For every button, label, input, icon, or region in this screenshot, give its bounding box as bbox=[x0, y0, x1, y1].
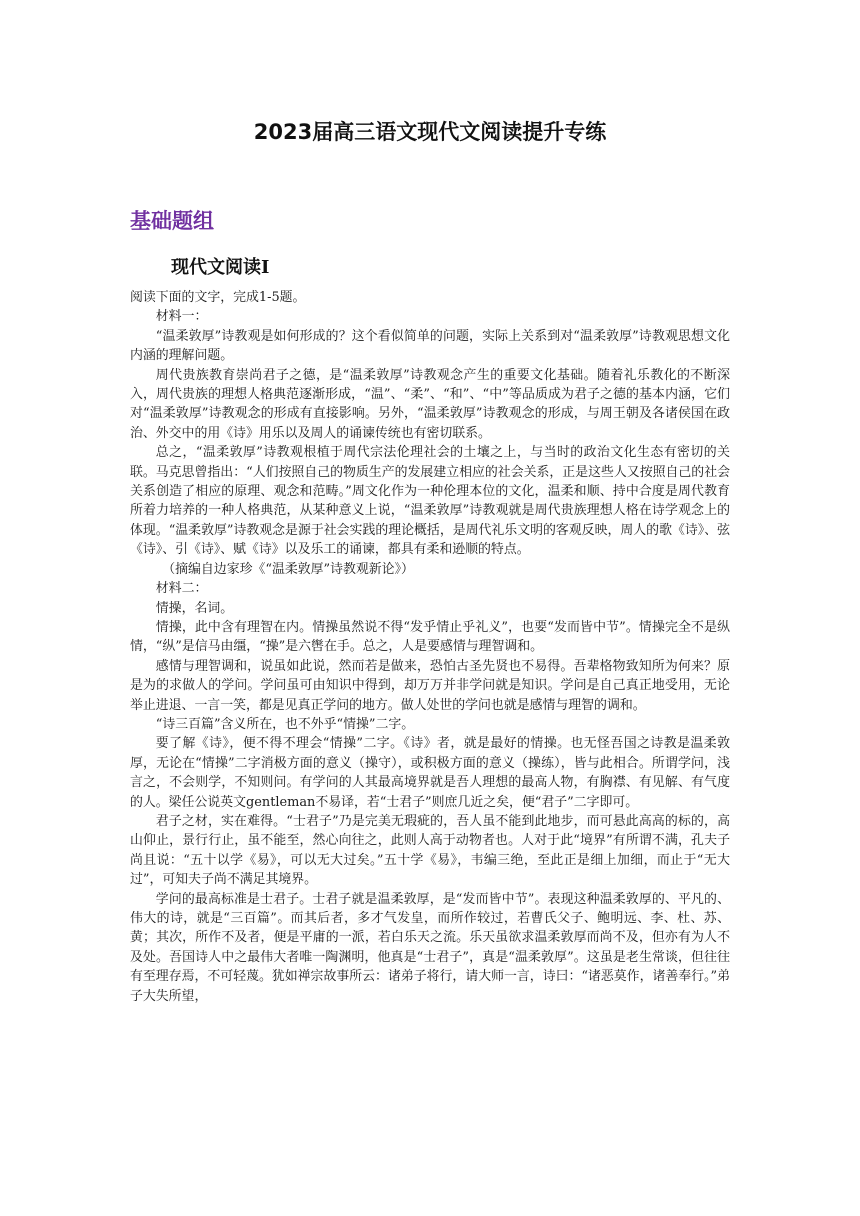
paragraph: 学问的最高标准是士君子。士君子就是温柔敦厚，是“发而皆中节”。表现这种温柔敦厚的、平凡的、伟大的诗，就是“三百篇”。而其后者，多才气发皇，而所作较过，若曹氏父子、鲍明远、李、杜、苏、黄；其次，所作不及者，便是平庸的一派，若白乐天之流。乐天虽欲求温柔敦厚而尚不及，但亦有为人不及处。吾国诗人中之最伟大者唯一陶渊明，他真是“士君子”，真是“温柔敦厚”。这虽是老生常谈，但往往有至理存焉，不可轻蔑。犹如禅宗故事所云：诸弟子将行，请大师一言，诗曰：“诸恶莫作，诸善奉行。”弟子大失所望， bbox=[130, 891, 730, 1004]
paragraph: “诗三百篇”含义所在，也不外乎“情操”二字。 bbox=[155, 716, 415, 732]
source-citation: （摘编自边家珍《“温柔敦厚”诗教观新论》） bbox=[162, 561, 414, 577]
material-1-label: 材料一： bbox=[155, 309, 208, 325]
paragraph: 情操，此中含有理智在内。情操虽然说不得“发乎情止乎礼义”，也要“发而皆中节”。情操完全不是纵情，“纵”是信马由缰，“操”是六辔在手。总之，人是要感情与理智调和。 bbox=[130, 619, 730, 655]
material-2-label: 材料二： bbox=[155, 581, 208, 597]
paragraph: 感情与理智调和，说虽如此说，然而若是做来，恐怕古圣先贤也不易得。吾辈格物致知所为何来？原是为的求做人的学问。学问虽可由知识中得到，却万万并非学问就是知识。学问是自己真正地受用，无论举止进退、一言一笑，都是见真正学问的地方。做人处世的学问也就是感情与理智的调和。 bbox=[130, 658, 730, 713]
paragraph: 君子之材，实在难得。“士君子”乃是完美无瑕疵的，吾人虽不能到此地步，而可悬此高高的标的，高山仰止，景行行止，虽不能至，然心向往之，此则人高于动物者也。人对于此“境界”有所谓不满，孔夫子尚且说：“五十以学《易》，可以无大过矣。”五十学《易》，韦编三绝，至此正是细上加细，而止于“无大过”，可知夫子尚不满足其境界。 bbox=[130, 813, 730, 888]
instruction-text: 阅读下面的文字，完成1-5题。 bbox=[130, 290, 306, 305]
paragraph: “温柔敦厚”诗教观是如何形成的？这个看似简单的问题，实际上关系到对“温柔敦厚”诗教观思想文化内涵的理解问题。 bbox=[130, 328, 730, 364]
paragraph: 周代贵族教育崇尚君子之德，是“温柔敦厚”诗教观念产生的重要文化基础。随着礼乐教化的不断深入，周代贵族的理想人格典范逐渐形成，“温”、“柔”、“和”、“中”等品质成为君子之德的基本内涵，它们对“温柔敦厚”诗教观念的形成有直接影响。另外，“温柔敦厚”诗教观念的形成，与周王朝及各诸侯国在政治、外交中的用《诗》用乐以及周人的诵谏传统也有密切联系。 bbox=[130, 367, 731, 441]
reading-heading: 现代文阅读Ⅰ bbox=[171, 257, 270, 278]
paragraph: 总之，“温柔敦厚”诗教观根植于周代宗法伦理社会的土壤之上，与当时的政治文化生态有密切的关联。马克思曾指出：“人们按照自己的物质生产的发展建立相应的社会关系，正是这些人又按照自己的社会关系创造了相应的原理、观念和范畴。”周文化作为一种伦理本位的文化，温柔和顺、持中合度是周代教育所着力培养的一种人格典范，从某种意义上说，“温柔敦厚”诗教观就是周代贵族理想人格在诗学观念上的体现。“温柔敦厚”诗教观念是源于社会实践的理论概括，是周代礼乐文明的客观反映，周人的歌《诗》、弦《诗》、引《诗》、赋《诗》以及乐工的诵谏，都具有柔和逊顺的特点。 bbox=[130, 445, 730, 558]
document-body bbox=[130, 288, 730, 1006]
document-title: 2023届高三语文现代文阅读提升专练 bbox=[253, 120, 607, 144]
section-heading: 基础题组 bbox=[130, 209, 214, 233]
paragraph: 要了解《诗》，便不得不理会“情操”二字。《诗》者，就是最好的情操。也无怪吾国之诗教是温柔敦厚，无论在“情操”二字消极方面的意义（操守），或积极方面的意义（操练），皆与此相合。所谓学问，浅言之，不会则学，不知则问。有学问的人其最高境界就是吾人理想的最高人物，有胸襟、有见解、有气度的人。梁任公说英文gentleman不易译，若“士君子”则庶几近之矣，便“君子”二字即可。 bbox=[130, 736, 730, 810]
paragraph: 情操，名词。 bbox=[155, 600, 234, 616]
